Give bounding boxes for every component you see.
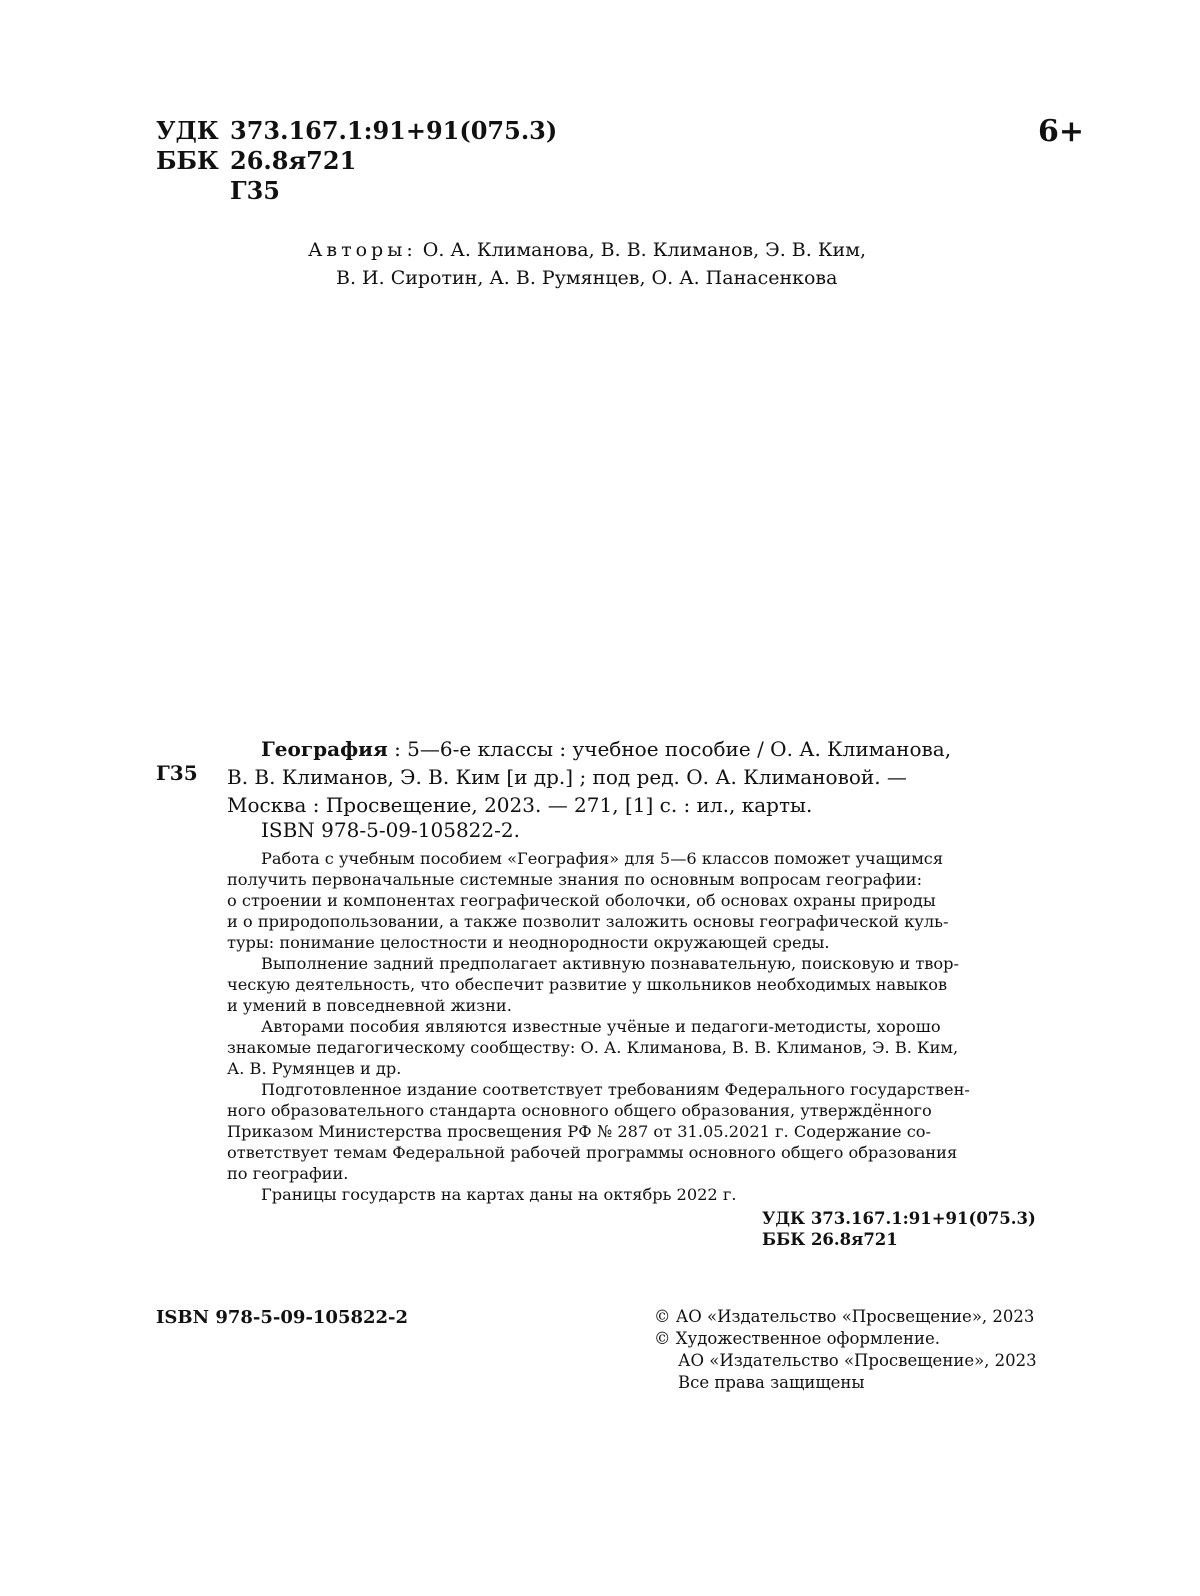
rights-reserved: Все права защищены	[678, 1373, 865, 1392]
annotation-line: по географии.	[227, 1164, 349, 1183]
annotation-line: знакомые педагогическому сообществу: О. А. Климанова, В. В. Климанов, Э. В. Ким,	[227, 1038, 959, 1057]
copyright-block	[654, 1306, 1037, 1394]
annotation-line: Работа с учебным пособием «География» для 5—6 классов поможет учащимся	[261, 849, 944, 868]
book-title: География	[261, 737, 388, 761]
author-sign: Г35	[230, 176, 280, 205]
annotation-line: Границы государств на картах даны на октябрь 2022 г.	[261, 1185, 737, 1204]
bibliographic-author-sign: Г35	[156, 761, 198, 785]
annotation-line: Выполнение задний предполагает активную познавательную, поисковую и твор-	[261, 954, 959, 973]
annotation-line: о строении и компонентах географической оболочки, об основах охраны природы	[227, 891, 936, 910]
annotation-line: Подготовленное издание соответствует требованиям Федерального государствен-	[261, 1080, 970, 1099]
bib-line-3: Москва : Просвещение, 2023. — 271, [1] с. : ил., карты.	[227, 793, 813, 817]
udk-value: 373.167.1:91+91(075.3)	[230, 116, 558, 145]
copyright-publisher: © АО «Издательство «Просвещение», 2023	[654, 1307, 1035, 1326]
bib-line-1: : 5—6-е классы : учебное пособие / О. А. Климанова,	[387, 737, 952, 761]
authors-line-1: О. А. Климанова, В. В. Климанов, Э. В. Ким,	[422, 239, 867, 261]
footer-isbn: ISBN 978-5-09-105822-2	[156, 1307, 409, 1328]
annotation-line: Авторами пособия являются известные учёные и педагоги-методисты, хорошо	[261, 1017, 941, 1036]
annotation-line: и умений в повседневной жизни.	[227, 996, 512, 1015]
bibliographic-record	[227, 735, 1027, 819]
authors-line-2: В. И. Сиротин, А. В. Румянцев, О. А. Панасенкова	[336, 267, 838, 289]
annotation-line: получить первоначальные системные знания по основным вопросам географии:	[227, 870, 923, 889]
annotation-line: А. В. Румянцев и др.	[227, 1059, 402, 1078]
annotation-bbk: ББК 26.8я721	[762, 1230, 898, 1249]
annotation-line: и о природопользовании, а также позволит заложить основы географической куль-	[227, 912, 949, 931]
annotation-codes	[762, 1208, 1036, 1250]
annotation-line: туры: понимание целостности и неоднородности окружающей среды.	[227, 933, 830, 952]
bbk-value: 26.8я721	[230, 146, 357, 175]
authors-block	[308, 236, 866, 292]
annotation-line: ного образовательного стандарта основного общего образования, утверждённого	[227, 1101, 932, 1120]
authors-label: Авторы:	[308, 239, 417, 261]
bib-isbn: ISBN 978-5-09-105822-2.	[261, 818, 520, 842]
annotation-line: ответствует темам Федеральной рабочей программы основного общего образования	[227, 1143, 958, 1162]
bib-line-2: В. В. Климанов, Э. В. Ким [и др.] ; под ред. О. А. Климановой. —	[227, 765, 907, 789]
classification-codes	[156, 116, 557, 206]
age-rating: 6+	[1038, 114, 1085, 149]
copyright-design: © Художественное оформление.	[654, 1329, 941, 1348]
annotation-line: ческую деятельность, что обеспечит развитие у школьников необходимых навыков	[227, 975, 948, 994]
annotation-line: Приказом Министерства просвещения РФ № 287 от 31.05.2021 г. Содержание со-	[227, 1122, 931, 1141]
annotation-udk: УДК 373.167.1:91+91(075.3)	[762, 1209, 1036, 1228]
udk-label: УДК	[156, 116, 219, 145]
bbk-label: ББК	[156, 146, 219, 175]
copyright-design-owner: АО «Издательство «Просвещение», 2023	[678, 1351, 1037, 1370]
annotation	[227, 848, 1045, 1205]
